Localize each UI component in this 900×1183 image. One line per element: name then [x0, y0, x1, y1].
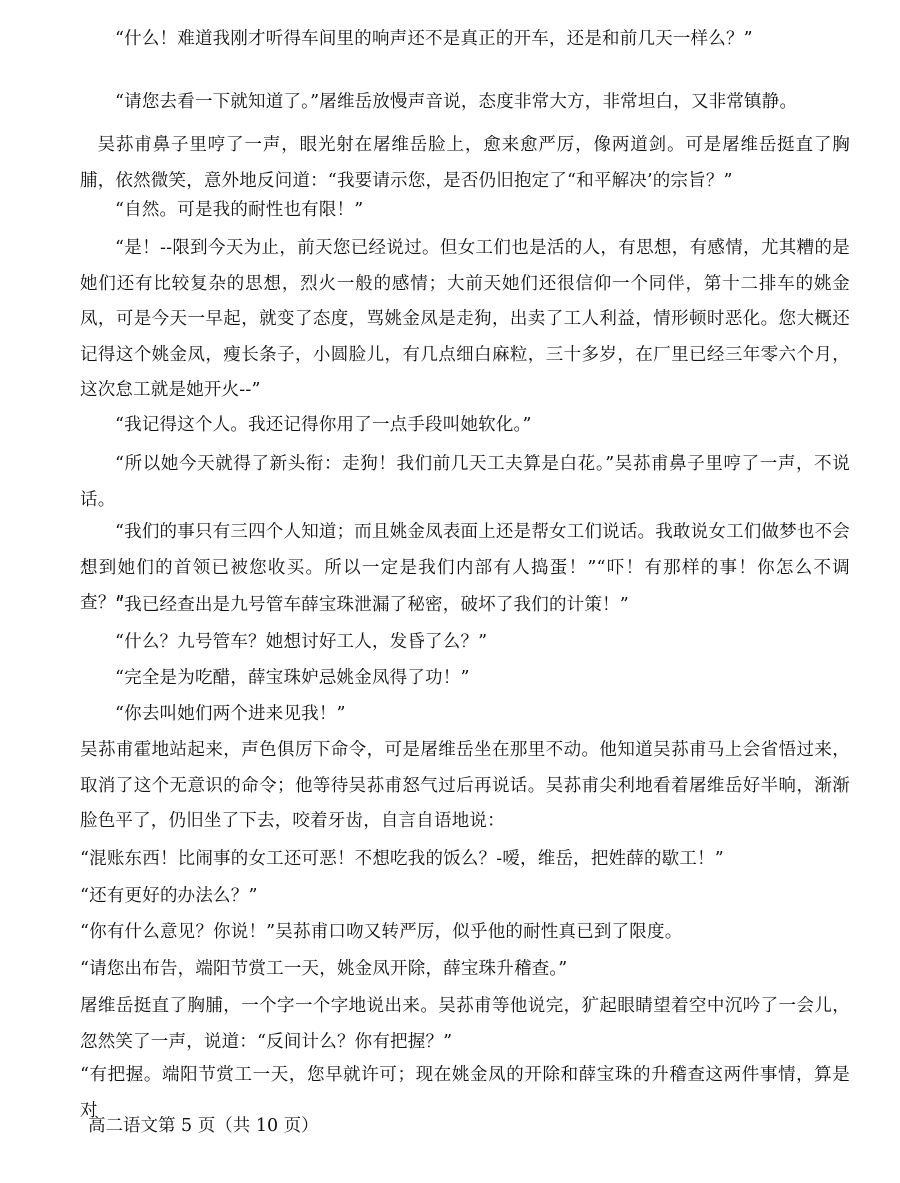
- paragraph-3: 吴荪甫鼻子里哼了一声，眼光射在屠维岳脸上，愈来愈严厉，像两道剑。可是屠维岳挺直了胸脯，依然微笑，意外地反问道：“我要请示您，是否仍旧抱定了“和平解决’的宗旨？”: [80, 135, 850, 191]
- paragraph-5: “是！--限到今天为止，前天您已经说过。但女工们也是活的人，有思想，有感情，尤其糟的是她们还有比较复杂的思想，烈火一般的感情；大前天她们还很信仰一个同伴，第十二排车的姚金凤，可是今天一早起，就变了态度，骂姚金凤是走狗，出卖了工人利益，情形顿时恶化。您大概还记得这个姚金凤，瘦长条子，小圆脸儿，有几点细白麻粒，三十多岁，在厂里已经三年零六个月，这次怠工就是她开火--”: [80, 238, 850, 400]
- paragraph-12: “你去叫她们两个进来见我！”: [115, 704, 346, 724]
- paragraph-15: “还有更好的办法么？”: [80, 886, 258, 906]
- paragraph-17: “请您出布告，端阳节赏工一天，姚金凤开除，薛宝珠升稽查。”: [80, 959, 568, 979]
- paragraph-14: “混账东西！比闹事的女工还可恶！不想吃我的饭么？-嗳，维岳，把姓薛的歇工！”: [80, 849, 724, 869]
- paragraph-16: “你有什么意见？你说！”吴荪甫口吻又转严厉，似乎他的耐性真已到了限度。: [80, 922, 683, 942]
- paragraph-2: “请您去看一下就知道了。”屠维岳放慢声音说，态度非常大方，非常坦白，又非常镇静。: [115, 92, 798, 112]
- paragraph-4: “自然。可是我的耐性也有限！”: [115, 200, 364, 220]
- paragraph-9: “我已经查出是九号管车薛宝珠泄漏了秘密，破坏了我们的计策！”: [115, 595, 629, 615]
- paragraph-10: “什么？九号管车？她想讨好工人，发昏了么？”: [115, 632, 488, 652]
- paragraph-19: “有把握。端阳节赏工一天，您早就许可；现在姚金凤的开除和薛宝珠的升稽查这两件事情，算是对: [80, 1065, 850, 1121]
- paragraph-1: “什么！难道我刚才听得车间里的响声还不是真正的开车，还是和前几天一样么？”: [115, 29, 753, 49]
- paragraph-8: “我们的事只有三四个人知道；而且姚金凤表面上还是帮女工们说话。我敢说女工们做梦也不会想到她们的首领已被您收买。所以一定是我们内部有人捣蛋！”“吓！有那样的事！你怎么不调查？”: [80, 522, 850, 613]
- page-footer: 高二语文第 5 页（共 10 页）: [88, 1116, 319, 1136]
- paragraph-11: “完全是为吃醋，薛宝珠妒忌姚金凤得了功！”: [115, 668, 470, 688]
- paragraph-7: “所以她今天就得了新头衔：走狗！我们前几天工夫算是白花。”吴荪甫鼻子里哼了一声，不说话。: [80, 454, 850, 510]
- paragraph-18: 屠维岳挺直了胸脯，一个字一个字地说出来。吴荪甫等他说完，犷起眼睛望着空中沉吟了一会儿，忽然笑了一声，说道：“反间计么？你有把握？”: [80, 996, 850, 1052]
- paragraph-6: “我记得这个人。我还记得你用了一点手段叫她软化。”: [115, 415, 532, 435]
- paragraph-13: 吴荪甫霍地站起来，声色俱厉下命令，可是屠维岳坐在那里不动。他知道吴荪甫马上会省悟过来，取消了这个无意识的命令；他等待吴荪甫怒气过后再说话。吴荪甫尖利地看着屠维岳好半晌，渐渐脸色平了，仍旧坐了下去，咬着牙齿，自言自语地说：: [80, 740, 850, 831]
